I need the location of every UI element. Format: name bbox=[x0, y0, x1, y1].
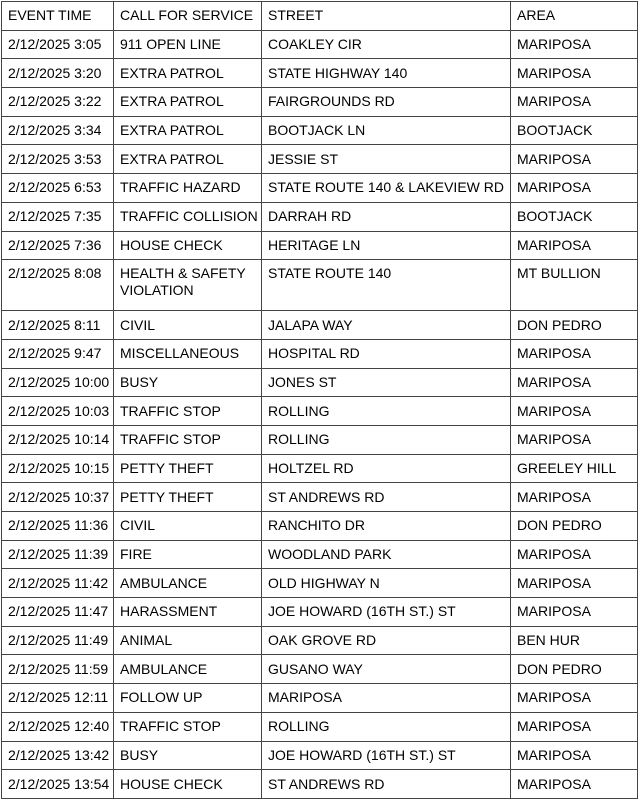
column-header-area: AREA bbox=[511, 2, 638, 31]
event-time-cell: 2/12/2025 10:14 bbox=[2, 425, 114, 454]
event-time-cell: 2/12/2025 3:05 bbox=[2, 30, 114, 59]
area-cell: MARIPOSA bbox=[511, 339, 638, 368]
event-time-cell: 2/12/2025 9:47 bbox=[2, 339, 114, 368]
area-cell: MARIPOSA bbox=[511, 540, 638, 569]
street-cell: COAKLEY CIR bbox=[262, 30, 511, 59]
table-row bbox=[2, 741, 638, 770]
street-cell: ST ANDREWS RD bbox=[262, 483, 511, 512]
call-for-service-cell: EXTRA PATROL bbox=[114, 145, 262, 174]
call-for-service-cell: FOLLOW UP bbox=[114, 684, 262, 713]
street-cell: STATE ROUTE 140 bbox=[262, 260, 511, 311]
event-time-cell: 2/12/2025 7:35 bbox=[2, 202, 114, 231]
call-for-service-cell: TRAFFIC STOP bbox=[114, 397, 262, 426]
table-row bbox=[2, 425, 638, 454]
area-cell: MARIPOSA bbox=[511, 684, 638, 713]
event-time-cell: 2/12/2025 11:36 bbox=[2, 512, 114, 541]
area-cell: GREELEY HILL bbox=[511, 454, 638, 483]
area-cell: MARIPOSA bbox=[511, 483, 638, 512]
table-row bbox=[2, 59, 638, 88]
event-time-cell: 2/12/2025 8:08 bbox=[2, 260, 114, 311]
table-row bbox=[2, 231, 638, 260]
area-cell: MARIPOSA bbox=[511, 741, 638, 770]
event-time-cell: 2/12/2025 3:34 bbox=[2, 116, 114, 145]
area-cell: MARIPOSA bbox=[511, 397, 638, 426]
area-cell: MARIPOSA bbox=[511, 145, 638, 174]
call-for-service-cell: HOUSE CHECK bbox=[114, 231, 262, 260]
table-row bbox=[2, 88, 638, 117]
call-for-service-cell: TRAFFIC HAZARD bbox=[114, 174, 262, 203]
event-time-cell: 2/12/2025 10:15 bbox=[2, 454, 114, 483]
street-cell: MARIPOSA bbox=[262, 684, 511, 713]
area-cell: MARIPOSA bbox=[511, 30, 638, 59]
table-row bbox=[2, 540, 638, 569]
event-time-cell: 2/12/2025 11:59 bbox=[2, 655, 114, 684]
table-body bbox=[2, 30, 638, 798]
call-for-service-cell: CIVIL bbox=[114, 512, 262, 541]
event-time-cell: 2/12/2025 10:37 bbox=[2, 483, 114, 512]
column-header-call-for-service: CALL FOR SERVICE bbox=[114, 2, 262, 31]
call-for-service-cell: BUSY bbox=[114, 368, 262, 397]
area-cell: BOOTJACK bbox=[511, 116, 638, 145]
street-cell: JESSIE ST bbox=[262, 145, 511, 174]
street-cell: JALAPA WAY bbox=[262, 311, 511, 340]
street-cell: FAIRGROUNDS RD bbox=[262, 88, 511, 117]
street-cell: JOE HOWARD (16TH ST.) ST bbox=[262, 741, 511, 770]
table-header-row bbox=[2, 2, 638, 31]
call-for-service-cell: AMBULANCE bbox=[114, 569, 262, 598]
event-time-cell: 2/12/2025 11:42 bbox=[2, 569, 114, 598]
table-row bbox=[2, 145, 638, 174]
table-row bbox=[2, 569, 638, 598]
table-row bbox=[2, 454, 638, 483]
event-time-cell: 2/12/2025 3:20 bbox=[2, 59, 114, 88]
column-header-event-time: EVENT TIME bbox=[2, 2, 114, 31]
street-cell: GUSANO WAY bbox=[262, 655, 511, 684]
call-for-service-cell: EXTRA PATROL bbox=[114, 116, 262, 145]
table-row bbox=[2, 116, 638, 145]
street-cell: ROLLING bbox=[262, 712, 511, 741]
call-for-service-cell: EXTRA PATROL bbox=[114, 59, 262, 88]
call-for-service-cell: HOUSE CHECK bbox=[114, 770, 262, 799]
area-cell: BOOTJACK bbox=[511, 202, 638, 231]
dispatch-log-table bbox=[1, 1, 638, 799]
table-row bbox=[2, 30, 638, 59]
street-cell: HERITAGE LN bbox=[262, 231, 511, 260]
table-row bbox=[2, 598, 638, 627]
street-cell: HOLTZEL RD bbox=[262, 454, 511, 483]
event-time-cell: 2/12/2025 10:03 bbox=[2, 397, 114, 426]
call-for-service-cell: PETTY THEFT bbox=[114, 483, 262, 512]
table-row bbox=[2, 339, 638, 368]
event-time-cell: 2/12/2025 13:54 bbox=[2, 770, 114, 799]
event-time-cell: 2/12/2025 3:22 bbox=[2, 88, 114, 117]
area-cell: DON PEDRO bbox=[511, 311, 638, 340]
call-for-service-cell: 911 OPEN LINE bbox=[114, 30, 262, 59]
street-cell: JOE HOWARD (16TH ST.) ST bbox=[262, 598, 511, 627]
area-cell: MARIPOSA bbox=[511, 59, 638, 88]
column-header-street: STREET bbox=[262, 2, 511, 31]
call-for-service-cell: TRAFFIC STOP bbox=[114, 425, 262, 454]
event-time-cell: 2/12/2025 11:47 bbox=[2, 598, 114, 627]
street-cell: OLD HIGHWAY N bbox=[262, 569, 511, 598]
street-cell: ST ANDREWS RD bbox=[262, 770, 511, 799]
area-cell: MARIPOSA bbox=[511, 425, 638, 454]
call-for-service-cell: MISCELLANEOUS bbox=[114, 339, 262, 368]
table-row bbox=[2, 368, 638, 397]
call-for-service-cell: EXTRA PATROL bbox=[114, 88, 262, 117]
area-cell: DON PEDRO bbox=[511, 655, 638, 684]
street-cell: ROLLING bbox=[262, 425, 511, 454]
street-cell: RANCHITO DR bbox=[262, 512, 511, 541]
street-cell: STATE ROUTE 140 & LAKEVIEW RD bbox=[262, 174, 511, 203]
area-cell: MARIPOSA bbox=[511, 88, 638, 117]
event-time-cell: 2/12/2025 8:11 bbox=[2, 311, 114, 340]
street-cell: WOODLAND PARK bbox=[262, 540, 511, 569]
table-row bbox=[2, 311, 638, 340]
event-time-cell: 2/12/2025 3:53 bbox=[2, 145, 114, 174]
area-cell: BEN HUR bbox=[511, 626, 638, 655]
area-cell: MARIPOSA bbox=[511, 569, 638, 598]
event-time-cell: 2/12/2025 6:53 bbox=[2, 174, 114, 203]
street-cell: BOOTJACK LN bbox=[262, 116, 511, 145]
event-time-cell: 2/12/2025 7:36 bbox=[2, 231, 114, 260]
event-time-cell: 2/12/2025 12:40 bbox=[2, 712, 114, 741]
table-row bbox=[2, 483, 638, 512]
event-time-cell: 2/12/2025 10:00 bbox=[2, 368, 114, 397]
call-for-service-cell: BUSY bbox=[114, 741, 262, 770]
call-for-service-cell: PETTY THEFT bbox=[114, 454, 262, 483]
area-cell: DON PEDRO bbox=[511, 512, 638, 541]
area-cell: MARIPOSA bbox=[511, 770, 638, 799]
call-for-service-cell: CIVIL bbox=[114, 311, 262, 340]
call-for-service-cell: HEALTH & SAFETY VIOLATION bbox=[114, 260, 262, 311]
street-cell: DARRAH RD bbox=[262, 202, 511, 231]
table-row bbox=[2, 626, 638, 655]
table-row bbox=[2, 260, 638, 311]
area-cell: MARIPOSA bbox=[511, 712, 638, 741]
area-cell: MT BULLION bbox=[511, 260, 638, 311]
table-row bbox=[2, 655, 638, 684]
table-row bbox=[2, 512, 638, 541]
call-for-service-cell: TRAFFIC STOP bbox=[114, 712, 262, 741]
table-row bbox=[2, 684, 638, 713]
street-cell: STATE HIGHWAY 140 bbox=[262, 59, 511, 88]
call-for-service-cell: TRAFFIC COLLISION bbox=[114, 202, 262, 231]
area-cell: MARIPOSA bbox=[511, 231, 638, 260]
call-for-service-cell: FIRE bbox=[114, 540, 262, 569]
event-time-cell: 2/12/2025 13:42 bbox=[2, 741, 114, 770]
street-cell: OAK GROVE RD bbox=[262, 626, 511, 655]
table-row bbox=[2, 712, 638, 741]
area-cell: MARIPOSA bbox=[511, 174, 638, 203]
table-row bbox=[2, 397, 638, 426]
call-for-service-cell: ANIMAL bbox=[114, 626, 262, 655]
table-row bbox=[2, 174, 638, 203]
area-cell: MARIPOSA bbox=[511, 598, 638, 627]
street-cell: ROLLING bbox=[262, 397, 511, 426]
area-cell: MARIPOSA bbox=[511, 368, 638, 397]
event-time-cell: 2/12/2025 11:39 bbox=[2, 540, 114, 569]
call-for-service-cell: AMBULANCE bbox=[114, 655, 262, 684]
street-cell: JONES ST bbox=[262, 368, 511, 397]
street-cell: HOSPITAL RD bbox=[262, 339, 511, 368]
event-time-cell: 2/12/2025 12:11 bbox=[2, 684, 114, 713]
call-for-service-cell: HARASSMENT bbox=[114, 598, 262, 627]
table-row bbox=[2, 202, 638, 231]
event-time-cell: 2/12/2025 11:49 bbox=[2, 626, 114, 655]
table-row bbox=[2, 770, 638, 799]
